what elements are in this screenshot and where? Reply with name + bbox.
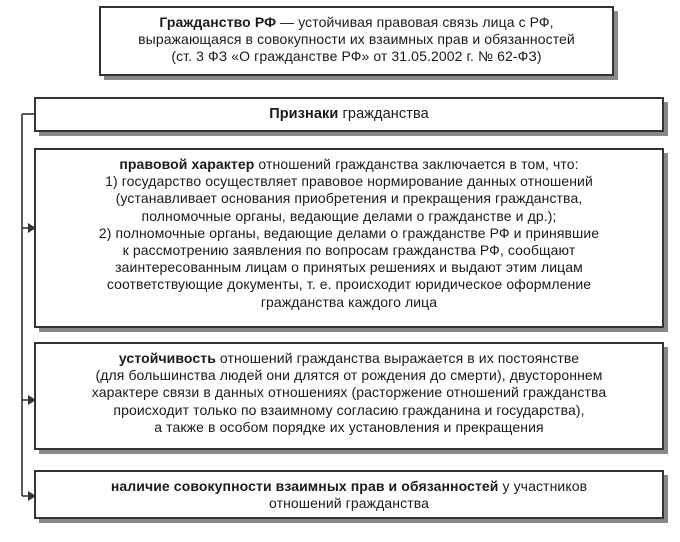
legal-box-shadow-bottom (39, 328, 668, 332)
legal-character-line: 2) полномочные органы, ведающие делами о гражданстве РФ и принявшие (98, 224, 600, 241)
legal-character-line: заинтересованным лицам о принятых решениях и выдают этим лицам (115, 259, 583, 276)
stability-line: характере связи в данных отношениях (расторжение отношений гражданства (91, 384, 607, 401)
legal-character-line: к рассмотрению заявления по вопросам гражданства РФ, сообщают (122, 242, 576, 259)
definition-term: Гражданство РФ (159, 14, 277, 30)
definition-box-shadow-bottom (104, 76, 618, 80)
mutual-rights-term: наличие совокупности взаимных прав и обязанностей (110, 478, 499, 494)
stability-text-1: отношений гражданства выражается в их постоянстве (215, 350, 580, 366)
signs-header-box (34, 97, 664, 132)
definition-line-1 (101, 14, 612, 31)
signs-header-title (36, 106, 662, 123)
mutual-box-shadow-right (664, 475, 668, 523)
stability-line: (для большинства людей они длятся от рождения до смерти), двустороннем (95, 367, 603, 384)
legal-character-term: правовой характер (119, 156, 255, 172)
header-box-shadow-bottom (39, 132, 668, 136)
mutual-rights-text-2: отношений гражданства (269, 495, 429, 512)
mutual-box-shadow-bottom (39, 519, 668, 523)
signs-header-rest: гражданства (338, 106, 429, 122)
stability-box-shadow-bottom (39, 450, 668, 454)
stability-line: а также в особом порядке их установления и прекращения (154, 418, 544, 435)
legal-box-shadow-right (664, 153, 668, 332)
stability-line-1 (36, 350, 662, 367)
stability-box-shadow-right (664, 347, 668, 454)
definition-box (99, 6, 614, 76)
header-box-shadow-right (664, 102, 668, 136)
definition-box-shadow-right (614, 11, 618, 80)
stability-term: устойчивость (118, 350, 216, 366)
legal-character-line: (устанавливает основания приобретения и прекращения гражданства, (115, 190, 583, 207)
signs-header-bold: Признаки (269, 106, 339, 122)
definition-text-2: выражающаяся в совокупности их взаимных прав и обязанностей (138, 31, 575, 48)
definition-source: (ст. 3 ФЗ «О гражданстве РФ» от 31.05.2002 г. № 62-ФЗ) (171, 48, 542, 65)
legal-character-line: 1) государство осуществляет правовое нормирование данных отношений (105, 173, 593, 190)
mutual-rights-text-1: у участников (498, 478, 588, 494)
stability-line: происходит только по взаимному согласию гражданина и государства), (113, 401, 585, 418)
mutual-rights-line-1 (36, 478, 662, 495)
legal-character-box (34, 148, 664, 328)
mutual-rights-box (34, 470, 664, 519)
stability-box (34, 342, 664, 450)
legal-character-line: соответствующие документы, т. е. происходит юридическое оформление (106, 276, 592, 293)
legal-character-line: полномочные органы, ведающие делами о гражданстве и др.); (141, 207, 557, 224)
legal-character-line-1 (36, 156, 662, 173)
legal-character-text-1: отношений гражданства заключается в том, что: (254, 156, 579, 172)
definition-text-1: — устойчивая правовая связь лица с РФ, (276, 14, 554, 30)
legal-character-line: гражданства каждого лица (260, 293, 438, 310)
